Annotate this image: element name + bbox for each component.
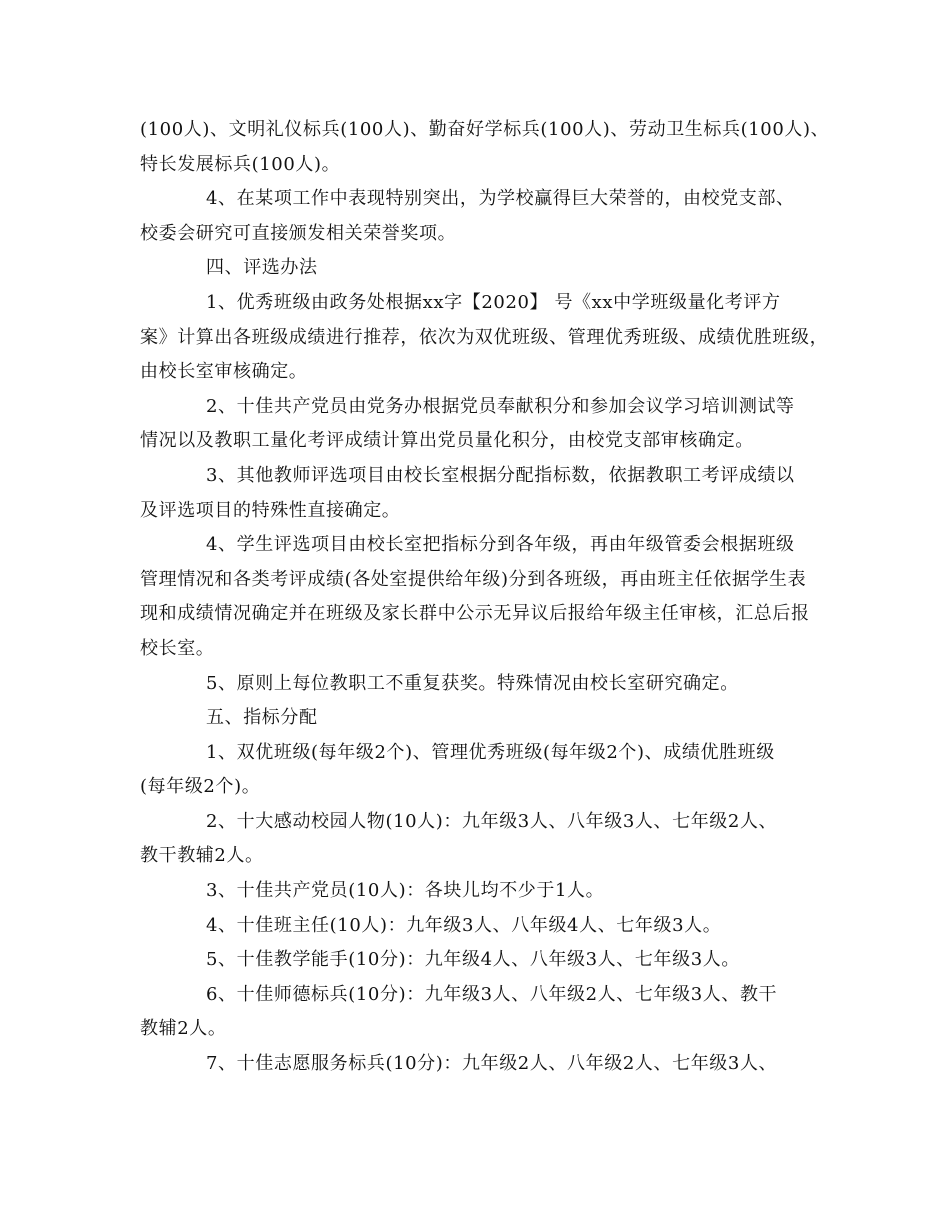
paragraph-line: 四、评选办法 <box>206 257 318 279</box>
paragraph-line: 及评选项目的特殊性直接确定。 <box>140 499 401 521</box>
paragraph-line: 4、十佳班主任(10人)：九年级3人、八年级4人、七年级3人。 <box>206 914 722 936</box>
paragraph-line: 5、十佳教学能手(10分)：九年级4人、八年级3人、七年级3人。 <box>206 949 740 971</box>
paragraph-line: 情况以及教职工量化考评成绩计算出党员量化积分，由校党支部审核确定。 <box>140 430 754 452</box>
paragraph-line: 现和成绩情况确定并在班级及家长群中公示无异议后报给年级主任审核，汇总后报 <box>140 603 810 625</box>
paragraph-line: 案》计算出各班级成绩进行推荐，依次为双优班级、管理优秀班级、成绩优胜班级， <box>140 326 829 348</box>
document-body <box>140 113 830 1082</box>
paragraph-line: 管理情况和各类考评成绩(各处室提供给年级)分到各班级，再由班主任依据学生表 <box>140 568 807 590</box>
paragraph-line: 1、优秀班级由政务处根据xx字【2020】 号《xx中学班级量化考评方 <box>206 291 781 313</box>
paragraph-line: 五、指标分配 <box>206 707 318 729</box>
paragraph-line: 教干教辅2人。 <box>140 845 264 867</box>
paragraph-line: 特长发展标兵(100人)。 <box>140 153 341 175</box>
paragraph-line: 4、在某项工作中表现特别突出，为学校赢得巨大荣誉的，由校党支部、 <box>206 188 795 210</box>
paragraph-line: (每年级2个)。 <box>140 776 261 798</box>
paragraph-line: 4、学生评选项目由校长室把指标分到各年级，再由年级管委会根据班级 <box>206 534 795 556</box>
paragraph-line: 2、十佳共产党员由党务办根据党员奉献积分和参加会议学习培训测试等 <box>206 395 795 417</box>
paragraph-line: 校长室。 <box>140 637 215 659</box>
paragraph-line: 6、十佳师德标兵(10分)：九年级3人、八年级2人、七年级3人、教干 <box>206 983 778 1005</box>
paragraph-line: 7、十佳志愿服务标兵(10分)：九年级2人、八年级2人、七年级3人、 <box>206 1053 778 1075</box>
paragraph-line: 由校长室审核确定。 <box>140 361 308 383</box>
paragraph-line: 5、原则上每位教职工不重复获奖。特殊情况由校长室研究确定。 <box>206 672 739 694</box>
paragraph-line: 教辅2人。 <box>140 1018 227 1040</box>
paragraph-line: 3、十佳共产党员(10人)：各块儿均不少于1人。 <box>206 880 605 902</box>
paragraph-line: (100人)、文明礼仪标兵(100人)、勤奋好学标兵(100人)、劳动卫生标兵(100人)、 <box>140 119 830 140</box>
paragraph-line: 2、十大感动校园人物(10人)：九年级3人、八年级3人、七年级2人、 <box>206 810 778 832</box>
paragraph-line: 3、其他教师评选项目由校长室根据分配指标数，依据教职工考评成绩以 <box>206 464 795 486</box>
paragraph-line: 1、双优班级(每年级2个)、管理优秀班级(每年级2个)、成绩优胜班级 <box>206 741 775 763</box>
paragraph-line: 校委会研究可直接颁发相关荣誉奖项。 <box>140 222 457 244</box>
